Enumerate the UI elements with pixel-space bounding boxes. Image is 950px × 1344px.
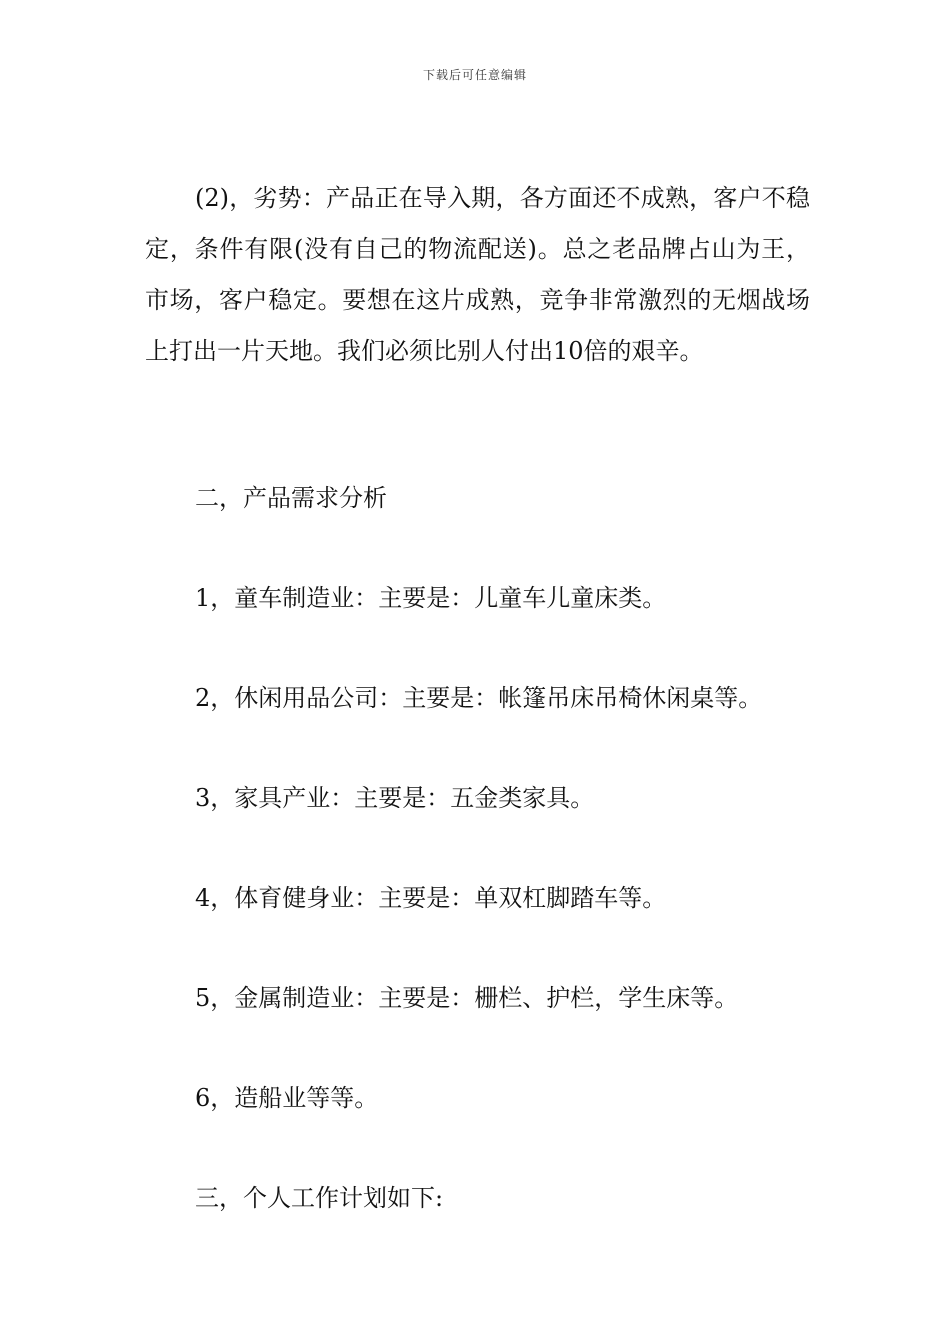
demand-item-6: 6，造船业等等。 <box>195 1084 379 1112</box>
section-three-heading: 三，个人工作计划如下: <box>195 1184 444 1212</box>
weakness-paragraph: (2)，劣势：产品正在导入期，各方面还不成熟，客户不稳定，条件有限(没有自己的物流配送)。总之老品牌占山为王，市场，客户稳定。要想在这片成熟，竞争非常激烈的无烟战场上打出一片天地。我们必须比别人付出10倍的艰辛。 <box>145 184 810 365</box>
demand-item-2: 2，休闲用品公司：主要是：帐篷吊床吊椅休闲桌等。 <box>195 684 763 712</box>
section-two-heading: 二，产品需求分析 <box>195 484 387 512</box>
demand-item-1: 1，童车制造业：主要是：儿童车儿童床类。 <box>195 584 667 612</box>
demand-item-5: 5，金属制造业：主要是：栅栏、护栏，学生床等。 <box>195 984 739 1012</box>
page-header: 下载后可任意编辑 <box>422 68 527 82</box>
demand-item-4: 4，体育健身业：主要是：单双杠脚踏车等。 <box>195 884 667 912</box>
demand-item-3: 3，家具产业：主要是：五金类家具。 <box>195 784 595 812</box>
